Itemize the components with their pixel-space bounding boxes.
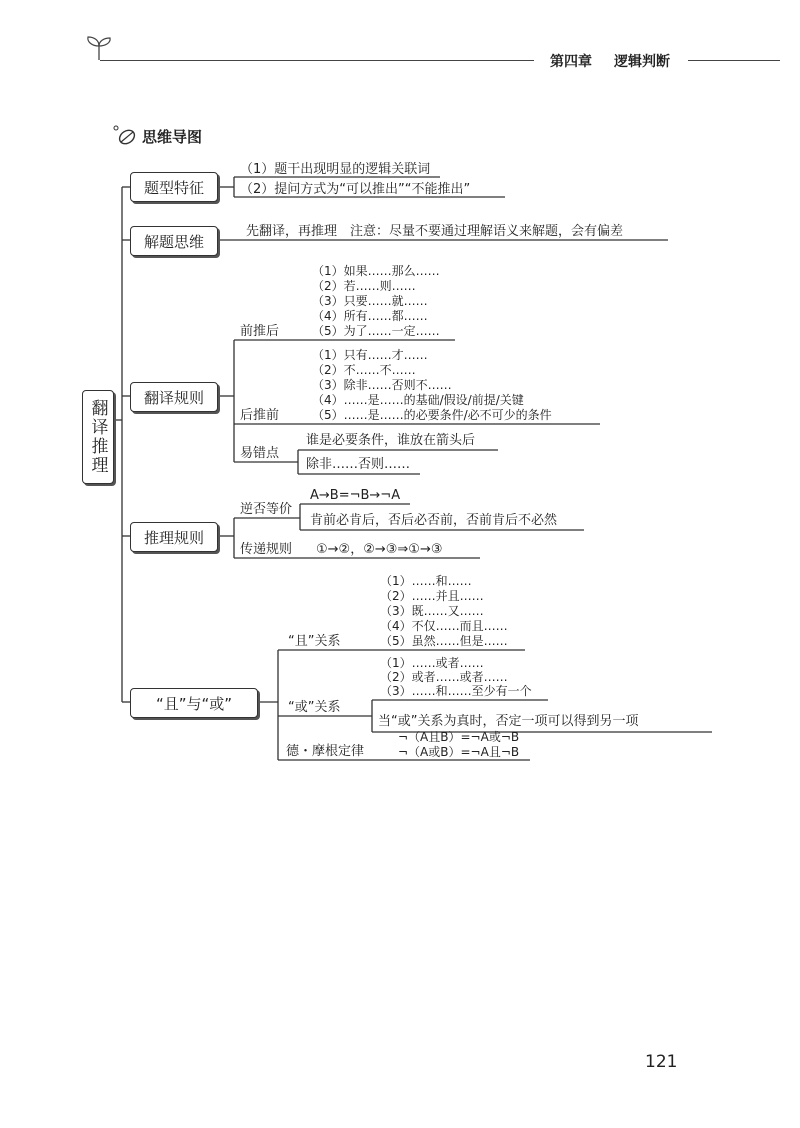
error-item-1: 谁是必要条件，谁放在箭头后 [306, 433, 476, 448]
node-thinking [130, 226, 218, 256]
contra-formula: A→B=¬B→¬A [310, 488, 401, 503]
node-features-label: 题型特征 [143, 178, 204, 197]
demorgan-label: 德・摩根定律 [286, 744, 365, 759]
node-reasoning-label: 推理规则 [143, 528, 204, 547]
node-andor-label: “且”与“或” [155, 694, 233, 713]
back-item-4: （4）……是……的基础/假设/前提/关键 [312, 393, 524, 407]
section-label: 逻辑判断 [614, 54, 670, 70]
and-item-2: （2）……并且…… [380, 589, 484, 603]
and-item-4: （4）不仅……而且…… [380, 619, 508, 633]
back-item-5: （5）……是……的必要条件/必不可少的条件 [312, 408, 552, 422]
error-label: 易错点 [240, 446, 280, 461]
demorgan-item-2: ¬（A或B）=¬A且¬B [398, 745, 520, 759]
contra-label: 逆否等价 [240, 502, 293, 517]
front-item-3: （3）只要……就…… [312, 294, 428, 308]
and-item-1: （1）……和…… [380, 574, 472, 588]
node-thinking-label: 解题思维 [143, 232, 204, 251]
front-item-2: （2）若……则…… [312, 279, 416, 293]
transit-formula: ①→②，②→③⇒①→③ [316, 542, 443, 557]
features-item-2: （2）提问方式为“可以推出”“不能推出” [240, 182, 471, 197]
chapter-label: 第四章 [550, 54, 592, 70]
front-item-1: （1）如果……那么…… [312, 264, 440, 278]
front-label: 前推后 [240, 324, 280, 339]
root-node [82, 390, 114, 484]
root-label: 翻译推理 [87, 399, 108, 475]
transit-label: 传递规则 [240, 542, 293, 557]
demorgan-item-1: ¬（A且B）=¬A或¬B [398, 730, 520, 744]
and-label: “且”关系 [288, 634, 341, 649]
thinking-text: 先翻译，再推理 注意：尽量不要通过理解语义来解题，会有偏差 [246, 224, 624, 239]
and-item-5: （5）虽然……但是…… [380, 634, 508, 648]
contra-desc: 肯前必肯后，否后必否前，否前肯后不必然 [310, 513, 558, 528]
front-item-5: （5）为了……一定…… [312, 324, 440, 338]
node-andor [130, 688, 258, 718]
or-item-2: （2）或者……或者…… [380, 670, 508, 684]
back-item-2: （2）不……不…… [312, 363, 416, 377]
back-item-3: （3）除非……否则不…… [312, 378, 452, 392]
node-features [130, 172, 218, 202]
front-item-4: （4）所有……都…… [312, 309, 428, 323]
or-item-1: （1）……或者…… [380, 656, 484, 670]
node-translation-label: 翻译规则 [143, 388, 204, 407]
or-item-3: （3）……和……至少有一个 [380, 684, 532, 698]
features-item-1: （1）题干出现明显的逻辑关联词 [240, 162, 431, 177]
page-title: 思维导图 [142, 128, 203, 146]
node-translation [130, 382, 218, 412]
node-reasoning [130, 522, 218, 552]
page-number: 121 [645, 1052, 678, 1072]
or-label: “或”关系 [288, 700, 341, 715]
back-label: 后推前 [240, 408, 280, 423]
or-note: 当“或”关系为真时，否定一项可以得到另一项 [378, 714, 639, 729]
back-item-1: （1）只有……才…… [312, 348, 428, 362]
error-item-2: 除非……否则…… [306, 457, 411, 472]
and-item-3: （3）既……又…… [380, 604, 484, 618]
